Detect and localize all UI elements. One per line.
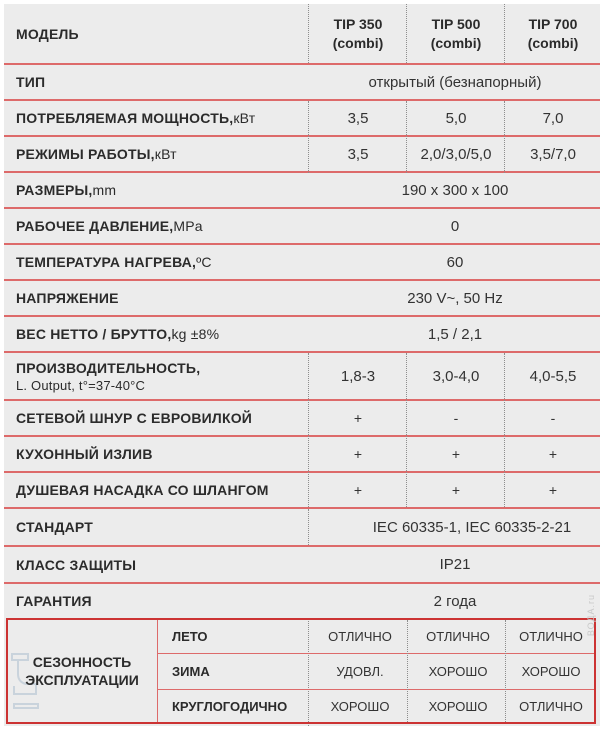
standard-label-text: СТАНДАРТ bbox=[16, 519, 94, 535]
season-winter-tip350: УДОВЛ. bbox=[336, 664, 384, 679]
power-value-tip350: 3,5 bbox=[347, 109, 369, 127]
warranty-value: 2 года bbox=[433, 592, 477, 610]
modes-label-text: РЕЖИМЫ РАБОТЫ, bbox=[16, 146, 155, 162]
temperature-label bbox=[4, 245, 304, 279]
model-name: TIP 350 bbox=[333, 16, 383, 32]
pressure-label-text: РАБОЧЕЕ ДАВЛЕНИЕ, bbox=[16, 218, 174, 234]
season-allyear-tip350: ХОРОШО bbox=[330, 698, 390, 714]
type-value: открытый (безнапорный) bbox=[368, 73, 542, 91]
season-allyear-tip500: ХОРОШО bbox=[428, 698, 488, 714]
spout-label bbox=[4, 437, 304, 471]
voltage-label bbox=[4, 281, 304, 315]
cord-label bbox=[4, 401, 304, 435]
warranty-label-text: ГАРАНТИЯ bbox=[16, 593, 92, 609]
column-separator bbox=[406, 101, 407, 173]
shower-label-text: ДУШЕВАЯ НАСАДКА СО ШЛАНГОМ bbox=[16, 482, 269, 498]
column-separator bbox=[504, 101, 505, 173]
model-variant: (combi) bbox=[430, 35, 482, 51]
model-header-tip700 bbox=[506, 12, 600, 56]
voltage-label-text: НАПРЯЖЕНИЕ bbox=[16, 290, 119, 306]
type-label bbox=[4, 65, 304, 99]
spout-value-tip700: + bbox=[548, 446, 558, 462]
column-separator bbox=[406, 353, 407, 507]
model-name: TIP 500 bbox=[431, 16, 481, 32]
shower-value-tip350: + bbox=[353, 482, 363, 498]
column-separator bbox=[406, 4, 407, 63]
size-label-text: РАЗМЕРЫ, bbox=[16, 182, 93, 198]
site-watermark: ВОДА.ru bbox=[586, 594, 596, 637]
type-label-text: ТИП bbox=[16, 74, 46, 90]
temperature-unit: ºC bbox=[196, 254, 212, 270]
season-summer-tip700: ОТЛИЧНО bbox=[519, 629, 583, 644]
size-label bbox=[4, 173, 304, 207]
protection-value: IP21 bbox=[439, 556, 471, 573]
column-separator bbox=[308, 353, 309, 507]
cord-value-tip700: - bbox=[550, 410, 556, 426]
column-separator bbox=[308, 509, 309, 545]
cord-value-tip500: - bbox=[453, 410, 459, 426]
spout-value-tip500: + bbox=[451, 446, 461, 462]
model-header-tip500 bbox=[408, 12, 504, 56]
column-separator bbox=[308, 101, 309, 173]
size-unit: mm bbox=[92, 182, 117, 198]
season-allyear-label: КРУГЛОГОДИЧНО bbox=[172, 698, 288, 714]
weight-label bbox=[4, 317, 304, 351]
season-summer-tip350: ОТЛИЧНО bbox=[328, 629, 392, 644]
weight-unit: kg ±8% bbox=[171, 326, 220, 342]
modes-value-tip350: 3,5 bbox=[347, 145, 369, 163]
power-unit: кВт bbox=[233, 110, 256, 126]
output-value-tip350: 1,8-3 bbox=[340, 367, 376, 385]
modes-value-tip700: 3,5/7,0 bbox=[530, 145, 576, 163]
season-summer-label: ЛЕТО bbox=[172, 629, 208, 644]
protection-label-text: КЛАСС ЗАЩИТЫ bbox=[16, 556, 137, 573]
pressure-unit: MPa bbox=[173, 218, 203, 234]
pressure-value: 0 bbox=[450, 217, 460, 235]
model-variant: (combi) bbox=[332, 35, 384, 51]
model-label: МОДЕЛЬ bbox=[16, 25, 79, 42]
temperature-label-text: ТЕМПЕРАТУРА НАГРЕВА, bbox=[16, 254, 197, 270]
modes-unit: кВт bbox=[154, 146, 177, 162]
power-value-tip500: 5,0 bbox=[445, 109, 467, 127]
protection-label bbox=[4, 547, 304, 582]
spout-label-text: КУХОННЫЙ ИЗЛИВ bbox=[16, 446, 153, 462]
voltage-value: 230 V~, 50 Hz bbox=[407, 289, 503, 307]
power-value-tip700: 7,0 bbox=[542, 109, 564, 127]
season-summer-tip500: ОТЛИЧНО bbox=[426, 629, 490, 644]
output-label bbox=[4, 353, 304, 399]
column-separator bbox=[504, 4, 505, 63]
model-header-tip350 bbox=[310, 12, 406, 56]
season-winter-tip500: ХОРОШО bbox=[428, 664, 488, 679]
output-value-tip500: 3,0-4,0 bbox=[432, 367, 480, 385]
power-label-text: ПОТРЕБЛЯЕМАЯ МОЩНОСТЬ, bbox=[16, 110, 234, 126]
output-value-tip700: 4,0-5,5 bbox=[529, 367, 577, 385]
cord-value-tip350: + bbox=[353, 410, 363, 426]
temperature-value: 60 bbox=[446, 253, 464, 271]
season-winter-tip700: ХОРОШО bbox=[521, 664, 581, 679]
column-separator bbox=[308, 4, 309, 63]
season-title-line1: СЕЗОННОСТЬ bbox=[32, 654, 132, 670]
spout-value-tip350: + bbox=[353, 446, 363, 462]
warranty-label bbox=[4, 584, 304, 618]
weight-value: 1,5 / 2,1 bbox=[427, 325, 483, 343]
standard-value: IEC 60335-1, IEC 60335-2-21 bbox=[372, 518, 572, 536]
column-separator bbox=[504, 353, 505, 507]
output-sublabel: L. Output, t°=37-40°C bbox=[16, 377, 146, 393]
cord-label-text: СЕТЕВОЙ ШНУР С ЕВРОВИЛКОЙ bbox=[16, 410, 253, 426]
model-variant: (combi) bbox=[527, 35, 579, 51]
power-label bbox=[4, 101, 304, 135]
weight-label-text: ВЕС НЕТТО / БРУТТО, bbox=[16, 326, 172, 342]
shower-value-tip500: + bbox=[451, 482, 461, 498]
season-title-line2: ЭКСПЛУАТАЦИИ bbox=[25, 672, 139, 688]
shower-value-tip700: + bbox=[548, 482, 558, 498]
modes-label bbox=[4, 137, 304, 171]
season-title bbox=[8, 620, 156, 722]
pressure-label bbox=[4, 209, 304, 243]
standard-label bbox=[4, 509, 304, 545]
season-winter-label: ЗИМА bbox=[172, 664, 210, 679]
season-allyear-tip700: ОТЛИЧНО bbox=[519, 698, 583, 714]
model-name: TIP 700 bbox=[528, 16, 578, 32]
shower-label bbox=[4, 473, 304, 507]
size-value: 190 x 300 x 100 bbox=[401, 181, 509, 199]
modes-value-tip500: 2,0/3,0/5,0 bbox=[420, 145, 492, 163]
model-header-label bbox=[4, 4, 304, 63]
output-label-text: ПРОИЗВОДИТЕЛЬНОСТЬ, bbox=[16, 359, 201, 376]
